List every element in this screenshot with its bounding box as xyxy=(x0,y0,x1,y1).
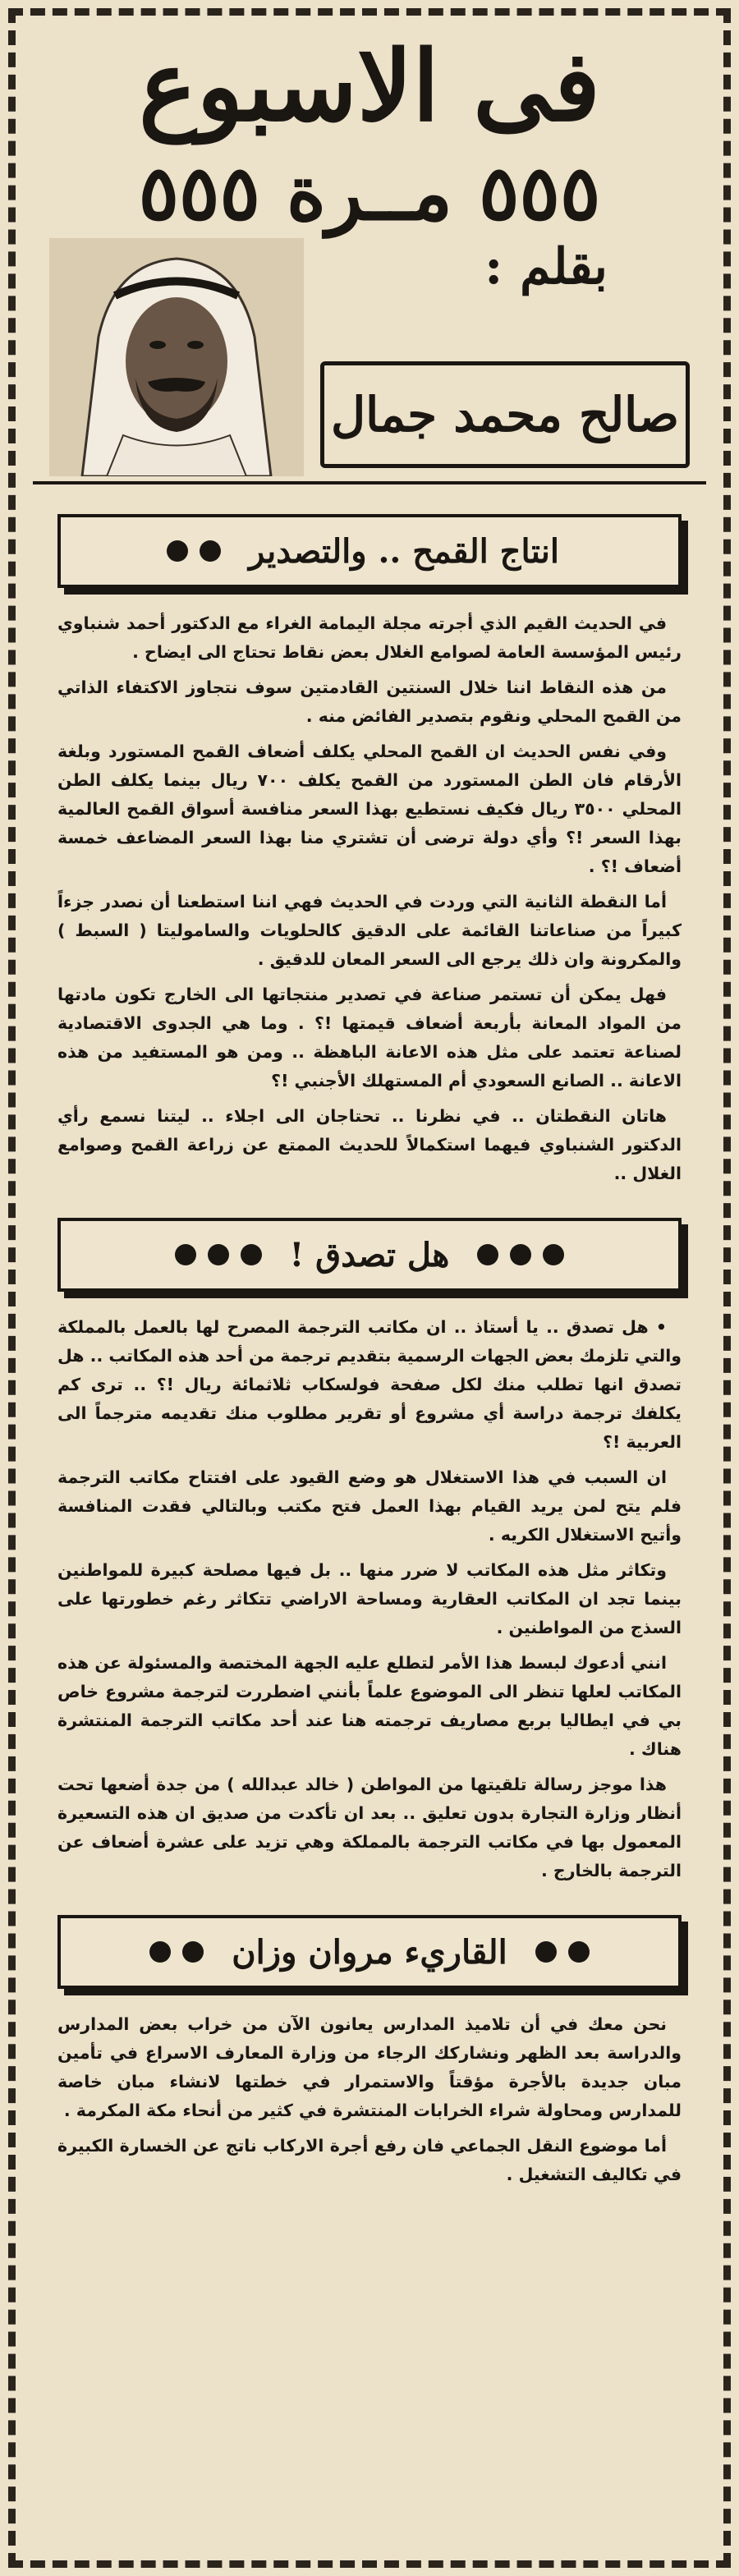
author-portrait xyxy=(49,238,304,476)
bullet-dot-icon xyxy=(477,1244,498,1265)
paragraph: أما النقطة الثانية التي وردت في الحديث فهي اننا استطعنا أن نصدر جزءاً كبيراً من صناعاتنا القائمة على الدقيق كالحلويات والساموليتا ( السبط ) والمكرونة وان ذلك يرجع الى السعر المعان للدقيق . xyxy=(57,892,682,969)
byline-label: بقلم : xyxy=(484,238,608,296)
bullet-dot-icon xyxy=(543,1244,564,1265)
paragraph: فهل يمكن أن تستمر صناعة في تصدير منتجاتها الى الخارج تكون مادتها من المواد المعانة بأربعة أضعاف قيمتها !؟ . وما هي الجدوى الاقتصادية لصناعة تعتمد على مثل هذه الاعانة الباهظة .. ومن هو المستفيد من هذه الاعانة .. الصانع السعودي أم المستهلك الأجنبي !؟ xyxy=(57,985,682,1091)
section-heading-wheat xyxy=(57,514,682,588)
paragraph: نحن معك في أن تلاميذ المدارس يعانون الآن من خراب بعض المدارس والدراسة بعد الظهر ونشاركك الرجاء من وزارة المعارف الاسراع في تأمين مبان جديدة بالأجرة مؤقتاً والاستمرار في خطتها لانشاء مبان خاصة للمدارس ومحاولة شراء الخرابات المنتشرة في كثير من أنحاء مكة المكرمة . xyxy=(57,2014,682,2120)
bullet-dot-icon xyxy=(149,1941,171,1963)
section-heading-believe xyxy=(57,1218,682,1292)
bullet-dots xyxy=(167,540,221,562)
author-name-box xyxy=(320,361,690,468)
section-body-wheat xyxy=(57,609,682,1188)
bullet-dot-icon xyxy=(241,1244,262,1265)
section-heading-reader xyxy=(57,1915,682,1989)
bullet-dots-left xyxy=(175,1244,262,1265)
section-heading-label: القاريء مروان وزان xyxy=(232,1932,507,1972)
bullet-dot-icon xyxy=(535,1941,557,1963)
paragraph: وتكاثر مثل هذه المكاتب لا ضرر منها .. بل فيها مصلحة كبيرة للمواطنين بينما تجد ان المكاتب العقارية ومساحة الاراضي تتكاثر رغم خطورتها على السذج من المواطنين . xyxy=(57,1560,682,1637)
column-content xyxy=(33,25,706,2551)
paragraph: أما موضوع النقل الجماعي فان رفع أجرة الاركاب ناتج عن الخسارة الكبيرة في تكاليف التشغيل . xyxy=(57,2136,682,2184)
header-divider xyxy=(33,481,706,484)
column-title: فى الاسبوع xyxy=(139,29,600,143)
paragraph: هذا موجز رسالة تلقيتها من المواطن ( خالد عبدالله ) من جدة أضعها تحت أنظار وزارة التجارة بدون تعليق .. بعد ان تأكدت من صديق ان هذه التسعيرة المعمول بها في مكاتب الترجمة بالمملكة وهي تزيد على عشرة أضعاف عن الترجمة بالخارج . xyxy=(57,1775,682,1880)
paragraph: هاتان النقطتان .. في نظرنا .. تحتاجان الى اجلاء .. ليتنا نسمع رأي الدكتور الشنباوي فيهما استكمالاً للحديث الممتع عن زراعة القمح وصوامع الغلال .. xyxy=(57,1106,682,1183)
bullet-dot-icon xyxy=(208,1244,229,1265)
column-subtitle: ٥٥٥ مــرة ٥٥٥ xyxy=(138,149,601,237)
bullet-dots-right xyxy=(477,1244,564,1265)
bullet-dots-left xyxy=(149,1941,204,1963)
paragraph: في الحديث القيم الذي أجرته مجلة اليمامة الغراء مع الدكتور أحمد شنباوي رئيس المؤسسة العامة لصوامع الغلال بعض نقاط تحتاج الى ايضاح . xyxy=(57,613,682,662)
section-heading-label: انتاج القمح .. والتصدير xyxy=(249,531,560,571)
paragraph: انني أدعوك لبسط هذا الأمر لتطلع عليه الجهة المختصة والمسئولة عن هذه المكاتب لعلها تنظر الى الموضوع علماً بأنني اضطررت لترجمة مشروع خاص بي في ايطاليا بربع مصاريف ترجمته هنا عند أحد مكاتب الترجمة المنتشرة هناك . xyxy=(57,1653,682,1759)
bullet-dot-icon xyxy=(200,540,221,562)
paragraph: ان السبب في هذا الاستغلال هو وضع القيود على افتتاح مكاتب الترجمة فلم يتح لمن يريد القيام بهذا العمل فتح مكتب وبالتالي فقدت المنافسة وأتيح الاستغلال الكريه . xyxy=(57,1467,682,1545)
section-body-reader xyxy=(57,2010,682,2189)
bullet-dot-icon xyxy=(510,1244,531,1265)
bullet-dot-icon xyxy=(182,1941,204,1963)
paragraph: • هل تصدق .. يا أستاذ .. ان مكاتب الترجمة المصرح لها بالعمل بالمملكة والتي تلزمك بعض الجهات الرسمية بتقديم ترجمة من أحد هذه المكاتب .. هل تصدق انها تطلب منك لكل صفحة فولسكاب ثلاثمائة ريال !؟ .. ترى كم يكلفك ترجمة دراسة أي مشروع أو تقرير مطلوب منك تقديمه مترجماً الى العربية !؟ xyxy=(57,1317,682,1452)
paragraph: من هذه النقاط اننا خلال السنتين القادمتين سوف نتجاوز الاكتفاء الذاتي من القمح المحلي ونقوم بتصدير الفائض منه . xyxy=(57,677,682,726)
section-body-believe xyxy=(57,1313,682,1885)
bullet-dot-icon xyxy=(568,1941,590,1963)
bullet-dot-icon xyxy=(167,540,188,562)
paragraph: وفي نفس الحديث ان القمح المحلي يكلف أضعاف القمح المستورد وبلغة الأرقام فان الطن المستورد من القمح يكلف ٧٠٠ ريال بينما يكلف الطن المحلي ٣٥٠٠ ريال فكيف نستطيع بهذا السعر منافسة أسواق القمح العالمية بهذا السعر !؟ وأي دولة ترضى أن تشتري منا بهذا السعر المضاعف خمسة أضعاف !؟ . xyxy=(57,742,682,876)
bullet-dot-icon xyxy=(175,1244,196,1265)
author-name: صالح محمد جمال xyxy=(330,387,680,443)
bullet-dots-right xyxy=(535,1941,590,1963)
section-heading-label: هل تصدق ! xyxy=(289,1235,450,1274)
column-header xyxy=(33,25,706,484)
